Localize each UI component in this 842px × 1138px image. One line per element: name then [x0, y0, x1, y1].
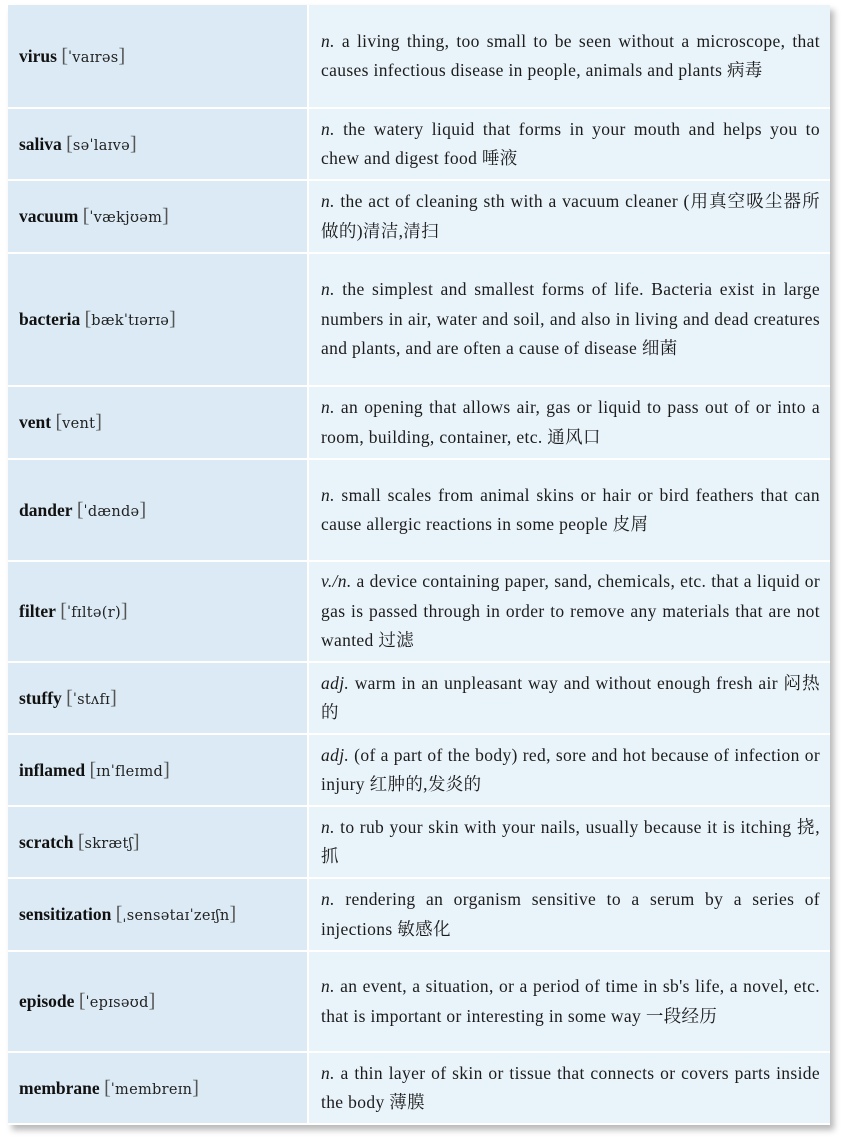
term-word: membrane — [19, 1077, 100, 1098]
definition-cell — [308, 253, 830, 386]
term-ipa: ɪnˈfleɪmd — [96, 763, 164, 780]
term-cell: bacteria [bækˈtɪərɪə] — [8, 253, 308, 386]
definition-cell — [308, 1052, 830, 1124]
definition-text: a living thing, too small to be seen without a microscope, that causes infectious disease in people, animals and plants 病毒 — [321, 30, 820, 80]
table-row — [8, 734, 830, 806]
part-of-speech: adj. — [321, 672, 350, 693]
term-cell: virus [ˈvaɪrəs] — [8, 5, 308, 108]
table-row — [8, 108, 830, 180]
term-ipa: ˈstʌfɪ — [72, 691, 111, 708]
definition-text: rendering an organism sensitive to a serum by a series of injections 敏感化 — [321, 889, 820, 939]
term-cell: sensitization [ˌsensətaɪˈzeɪʃn] — [8, 878, 308, 951]
term-cell: vacuum [ˈvækjʊəm] — [8, 180, 308, 253]
term-ipa: bækˈtɪərɪə — [91, 313, 170, 329]
definition-text: the simplest and smallest forms of life. Bacteria exist in large numbers in air, water and soil, and also in living and dead creatures and plants, and are often a cause of disease 细菌 — [321, 279, 820, 359]
part-of-speech: v./n. — [321, 571, 352, 592]
part-of-speech: n. — [321, 484, 335, 505]
term-cell: membrane [ˈmembreɪn] — [8, 1052, 308, 1124]
definition-cell — [308, 180, 830, 253]
table-row — [8, 386, 830, 459]
term-cell: inflamed [ɪnˈfleɪmd] — [8, 734, 308, 806]
definition-text: a device containing paper, sand, chemicals, etc. that a liquid or gas is passed through in order to remove any materials that are not wanted 过滤 — [321, 571, 821, 651]
definition-cell — [308, 806, 830, 878]
definition-text: the watery liquid that forms in your mouth and helps you to chew and digest food 唾液 — [321, 118, 820, 168]
table-row — [8, 662, 830, 734]
term-ipa: ˈepɪsəʊd — [85, 995, 149, 1011]
table-row — [8, 5, 830, 108]
term-word: stuffy — [19, 687, 62, 708]
term-cell: vent [vent] — [8, 386, 308, 459]
term-ipa: ˈmembreɪn — [110, 1081, 193, 1098]
definition-text: to rub your skin with your nails, usually because it is itching 挠,抓 — [321, 816, 820, 866]
term-ipa: ˈvaɪrəs — [67, 49, 119, 66]
definition-text: an opening that allows air, gas or liquid to pass out of or into a room, building, container, etc. 通风口 — [321, 397, 820, 447]
part-of-speech: n. — [321, 279, 335, 300]
table-row — [8, 561, 830, 662]
part-of-speech: n. — [321, 191, 335, 211]
table-row — [8, 459, 830, 561]
term-word: episode — [19, 991, 75, 1011]
definition-text: a thin layer of skin or tissue that connects or covers parts inside the body 薄膜 — [321, 1062, 820, 1112]
term-ipa: ˈvækjʊəm — [89, 210, 163, 226]
term-ipa: səˈlaɪvə — [72, 137, 130, 154]
table-row — [8, 253, 830, 386]
definition-cell — [308, 561, 830, 662]
part-of-speech: n. — [321, 397, 335, 417]
table-row — [8, 951, 830, 1052]
term-word: bacteria — [19, 309, 81, 329]
glossary-card — [8, 5, 830, 1125]
part-of-speech: adj. — [321, 744, 350, 765]
table-row — [8, 878, 830, 951]
term-cell: scratch [skrætʃ] — [8, 806, 308, 878]
term-word: virus — [19, 45, 57, 66]
table-row — [8, 180, 830, 253]
definition-cell — [308, 108, 830, 180]
definition-cell — [308, 386, 830, 459]
definition-text: an event, a situation, or a period of time in sb's life, a novel, etc. that is important or interesting in some way 一段经历 — [321, 976, 820, 1026]
definition-cell — [308, 662, 830, 734]
term-word: scratch — [19, 831, 74, 852]
definition-cell — [308, 459, 830, 561]
term-ipa: ˌsensətaɪˈzeɪʃn — [122, 908, 230, 924]
term-word: sensitization — [19, 904, 112, 924]
definition-cell — [308, 878, 830, 951]
part-of-speech: n. — [321, 118, 335, 139]
part-of-speech: n. — [321, 889, 335, 909]
table-row — [8, 806, 830, 878]
term-word: filter — [19, 601, 56, 621]
definition-text: (of a part of the body) red, sore and hot because of infection or injury 红肿的,发炎的 — [321, 744, 820, 794]
term-cell: stuffy [ˈstʌfɪ] — [8, 662, 308, 734]
part-of-speech: n. — [321, 816, 335, 837]
term-cell: dander [ˈdændə] — [8, 459, 308, 561]
glossary-table — [8, 5, 830, 1125]
table-row — [8, 1052, 830, 1124]
definition-text: warm in an unpleasant way and without enough fresh air 闷热的 — [321, 672, 820, 722]
term-cell: saliva [səˈlaɪvə] — [8, 108, 308, 180]
part-of-speech: n. — [321, 1062, 335, 1083]
part-of-speech: n. — [321, 976, 335, 996]
term-ipa: ˈdændə — [83, 503, 140, 520]
definition-cell — [308, 5, 830, 108]
term-word: vent — [19, 412, 52, 432]
definition-text: the act of cleaning sth with a vacuum cleaner (用真空吸尘器所做的)清洁,清扫 — [321, 191, 820, 241]
definition-cell — [308, 951, 830, 1052]
term-cell: episode [ˈepɪsəʊd] — [8, 951, 308, 1052]
term-word: inflamed — [19, 759, 86, 780]
term-word: vacuum — [19, 206, 79, 226]
term-ipa: vent — [62, 416, 96, 432]
definition-text: small scales from animal skins or hair or bird feathers that can cause allergic reactions in some people 皮屑 — [321, 484, 820, 534]
part-of-speech: n. — [321, 30, 335, 51]
term-word: dander — [19, 499, 73, 520]
term-word: saliva — [19, 133, 62, 154]
term-cell: filter [ˈfɪltə(r)] — [8, 561, 308, 662]
term-ipa: ˈfɪltə(r) — [66, 605, 121, 621]
definition-cell — [308, 734, 830, 806]
term-ipa: skrætʃ — [84, 835, 133, 852]
